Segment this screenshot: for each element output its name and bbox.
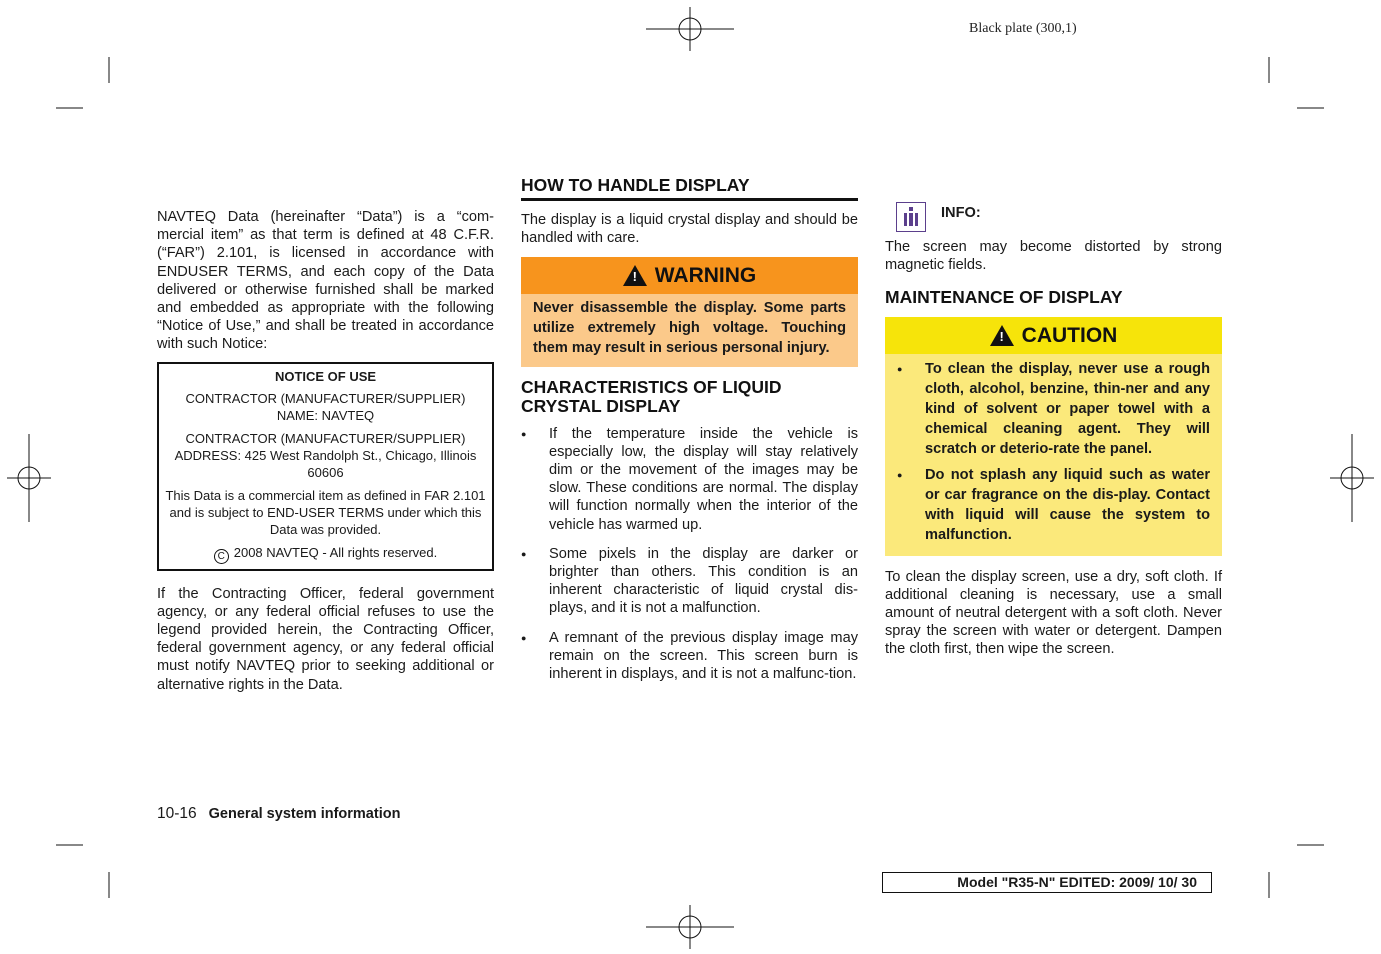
info-header bbox=[885, 204, 1222, 232]
commercial-item-statement: This Data is a commercial item as defined in FAR 2.101 and is subject to END-USER TERMS under which this Data was provided. bbox=[165, 487, 486, 537]
info-text: The screen may become distorted by strong magnetic fields. bbox=[885, 239, 1222, 274]
warning-triangle-icon: ! bbox=[990, 325, 1014, 346]
notice-title: NOTICE OF USE bbox=[274, 368, 377, 384]
registration-target-top bbox=[646, 7, 734, 51]
navteq-intro: NAVTEQ Data (hereinafter “Data”) is a “com-mercial item” as that term is defined at 48 C.F.R. (“FAR”) 2.101, is licensed in accordance with ENDUSER TERMS, and each copy of the Data delivered or otherwise furnished shall be marked and embedded as appropriate with the following “Notice of Use,” and shall be treated in accordance with such Notice: bbox=[157, 209, 494, 353]
caution-list bbox=[897, 360, 1210, 545]
caution-label: CAUTION bbox=[1021, 323, 1118, 347]
column-maintenance bbox=[885, 204, 1222, 659]
list-item: ● If the temperature inside the vehicle is especially low, the display will stay relatively dim or the movement of the images may be slow. These conditions are normal. The display will function normally when the interior of the vehicle has warmed up. bbox=[521, 425, 858, 534]
warning-text: Never disassemble the display. Some parts utilize extremely high voltage. Touching them may result in serious personal injury. bbox=[533, 300, 846, 356]
model-edited-box: Model "R35-N" EDITED: 2009/ 10/ 30 bbox=[882, 872, 1212, 893]
warning-label: WARNING bbox=[654, 263, 757, 287]
column-handle-display bbox=[521, 176, 858, 694]
navteq-outro: If the Contracting Officer, federal government agency, or any federal official refuses to use the legend provided herein, the Contracting Officer, federal government agency, or any federal official must notify NAVTEQ prior to seeking additional or alternative rights in the Data. bbox=[157, 585, 494, 693]
caution-header bbox=[885, 317, 1222, 354]
registration-target-right bbox=[1330, 434, 1374, 522]
contractor-address: CONTRACTOR (MANUFACTURER/SUPPLIER) ADDRESS: 425 West Randolph St., Chicago, Illinois 60606 bbox=[174, 430, 477, 480]
handle-intro: The display is a liquid crystal display and should be handled with care. bbox=[521, 212, 858, 247]
warning-box bbox=[521, 257, 858, 366]
list-item: ● Some pixels in the display are darker or brighter than others. This condition is an inherent characteristic of liquid crystal dis-plays, and it is not a malfunction. bbox=[521, 545, 858, 618]
list-item: ● Do not splash any liquid such as water or car fragrance on the dis-play. Contact with liquid will cause the system to malfunction. bbox=[897, 466, 1210, 546]
list-item: ● To clean the display, never use a rough cloth, alcohol, benzine, thin-ner and any kind of solvent or paper towel with a chemical cleaning agent. They will scratch or deterio-rate the panel. bbox=[897, 360, 1210, 460]
copyright-text: 2008 NAVTEQ - All rights reserved. bbox=[233, 544, 438, 560]
copyright-line bbox=[165, 544, 486, 564]
heading-how-to-handle-display: HOW TO HANDLE DISPLAY bbox=[521, 176, 858, 201]
registration-target-left bbox=[7, 434, 51, 522]
section-title: General system information bbox=[208, 806, 401, 822]
warning-header bbox=[521, 257, 858, 294]
heading-maintenance: MAINTENANCE OF DISPLAY bbox=[885, 287, 1123, 308]
info-label: INFO: bbox=[941, 205, 981, 221]
info-icon bbox=[896, 202, 926, 232]
notice-of-use-box bbox=[157, 362, 494, 571]
maintenance-outro: To clean the display screen, use a dry, soft cloth. If additional cleaning is necessary, use a small amount of neutral detergent with a soft cloth. Never spray the screen with water or detergent. Dampen the cloth first, then wipe the screen. bbox=[885, 568, 1222, 658]
lcd-characteristics-list bbox=[521, 425, 858, 684]
list-item: ● A remnant of the previous display image may remain on the screen. This screen burn is inherent in displays, and it is not a malfunc-tion. bbox=[521, 629, 858, 684]
caution-box bbox=[885, 317, 1222, 555]
heading-lcd-characteristics: CHARACTERISTICS OF LIQUID CRYSTAL DISPLAY bbox=[521, 376, 782, 416]
page-number: 10-16 bbox=[157, 805, 197, 822]
registration-target-bottom bbox=[646, 905, 734, 949]
copyright-icon: C bbox=[214, 549, 229, 564]
warning-triangle-icon: ! bbox=[623, 265, 647, 286]
page-footer bbox=[157, 805, 400, 823]
plate-label: Black plate (300,1) bbox=[969, 21, 1077, 36]
contractor-name: CONTRACTOR (MANUFACTURER/SUPPLIER) NAME: NAVTEQ bbox=[185, 390, 466, 423]
column-navteq-notice bbox=[157, 208, 494, 694]
